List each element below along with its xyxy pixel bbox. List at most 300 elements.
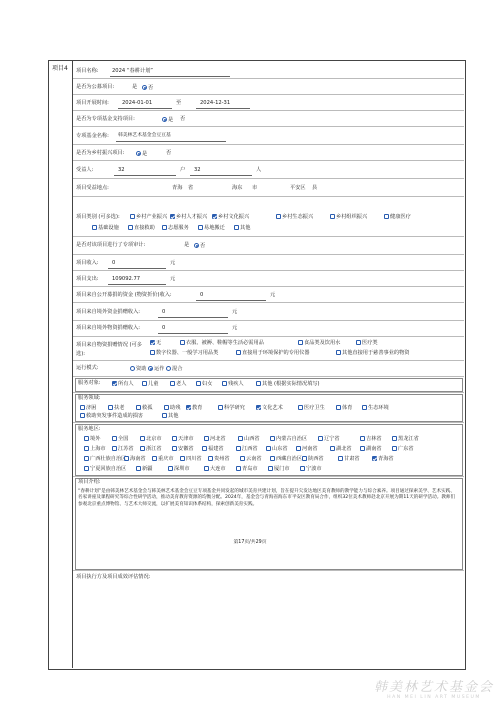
- goods-option-none[interactable]: [150, 340, 161, 346]
- underline: [158, 333, 228, 334]
- checkbox-icon: [360, 436, 365, 441]
- overseas-goods-value: 0: [162, 325, 166, 331]
- checkbox-icon: [84, 446, 89, 451]
- option-label: 福建省: [208, 446, 224, 452]
- option-label: 甘肃省: [344, 456, 360, 462]
- option-label: 混合: [172, 366, 183, 372]
- beneficiaries-label: 受益人:: [76, 167, 94, 173]
- region-option[interactable]: [84, 436, 100, 442]
- option-label: 扶老: [114, 405, 125, 411]
- option-label: 资助: [136, 366, 147, 372]
- watermark-cn: 韩美林艺术基金会: [373, 680, 494, 695]
- checkbox-icon: [162, 225, 167, 230]
- option-label: 重庆市: [158, 456, 174, 462]
- checkbox-icon: [238, 436, 243, 441]
- audit-yes-label: 是: [184, 242, 190, 248]
- field-option-poverty[interactable]: [80, 405, 96, 411]
- checkbox-icon: [356, 340, 361, 345]
- option-label: 医疗类: [362, 340, 378, 346]
- checkbox-icon: [168, 466, 173, 471]
- checkbox-icon: [276, 214, 281, 219]
- option-label: 湖南省: [366, 446, 382, 452]
- option-label: 食品类及饮用水: [304, 340, 341, 346]
- special-fund-yes-label: 是: [168, 117, 174, 123]
- option-label: 宁夏回族自治区: [90, 466, 127, 472]
- underline: [108, 284, 166, 285]
- option-label: 江苏省: [118, 446, 134, 452]
- overseas-goods-label: 项目来自境外物资捐赠收入:: [76, 325, 140, 331]
- underline: [190, 175, 252, 176]
- underline: [110, 76, 230, 77]
- checkbox-icon: [268, 466, 273, 471]
- option-label: 陕西省: [308, 456, 324, 462]
- checkbox-icon: [140, 446, 145, 451]
- row-divider: [73, 422, 464, 423]
- option-label: 青海省: [378, 456, 394, 462]
- checkbox-icon: [180, 340, 185, 345]
- project-label: 项目4: [52, 65, 68, 72]
- option-label: 厦门市: [274, 466, 290, 472]
- option-label: 境外: [90, 436, 101, 442]
- field-option-sports[interactable]: [336, 405, 352, 411]
- option-label: 其他 (根据实际情况填写): [262, 381, 320, 387]
- audit-no-label: 否: [200, 243, 206, 249]
- category-option-industry[interactable]: [130, 214, 167, 220]
- row-divider: [73, 178, 464, 179]
- goods-option-daily[interactable]: [180, 340, 264, 346]
- goods-option-charity[interactable]: [336, 350, 409, 356]
- option-label: 医疗卫生: [304, 405, 325, 411]
- option-label: 所有人: [118, 381, 134, 387]
- goods-label: 项目来自物资捐赠情况 (可多选):: [76, 342, 142, 357]
- option-label: 广西壮族自治区: [90, 456, 127, 462]
- underline: [196, 108, 250, 109]
- row-divider: [73, 286, 464, 287]
- option-label: 体育: [342, 405, 353, 411]
- option-label: 深圳市: [174, 466, 190, 472]
- option-label: 黑龙江省: [398, 436, 419, 442]
- option-label: 科学研究: [224, 405, 245, 411]
- period-start: 2024-01-01: [122, 100, 153, 106]
- region-option[interactable]: [372, 456, 394, 462]
- checkbox-icon: [150, 350, 155, 355]
- option-label: 妇女: [202, 381, 213, 387]
- option-label: 上海市: [90, 446, 106, 452]
- checkbox-icon: [204, 436, 209, 441]
- region-option[interactable]: [84, 446, 106, 452]
- checkbox-icon: [128, 225, 133, 230]
- region-option[interactable]: [236, 446, 258, 452]
- field-option-other[interactable]: [162, 413, 178, 419]
- checkbox-icon: [112, 436, 117, 441]
- public-welfare-no-option[interactable]: [142, 85, 153, 91]
- audit-no-option[interactable]: [194, 243, 205, 249]
- checkbox-checked-icon: [150, 340, 155, 345]
- checkbox-icon: [92, 225, 97, 230]
- row-divider: [73, 392, 464, 393]
- underline: [158, 317, 228, 318]
- field-option-emergency[interactable]: [80, 413, 143, 419]
- target-option-elderly[interactable]: [170, 381, 186, 387]
- checkbox-icon: [240, 456, 245, 461]
- checkbox-icon: [204, 466, 209, 471]
- option-label: 志愿服务: [168, 225, 189, 231]
- option-label: 海南省: [130, 456, 146, 462]
- public-donation-value: 0: [200, 292, 204, 298]
- option-label: 其他: [240, 225, 251, 231]
- checkbox-icon: [208, 456, 213, 461]
- radio-selected-icon: [136, 151, 141, 156]
- checkbox-icon: [360, 446, 365, 451]
- public-donation-unit: 元: [270, 292, 276, 298]
- checkbox-icon: [392, 436, 397, 441]
- goods-option-study[interactable]: [150, 350, 218, 356]
- field-option-art[interactable]: [256, 405, 283, 411]
- location-city: 海东: [232, 185, 243, 191]
- region-option[interactable]: [204, 436, 226, 442]
- option-label: 救孤: [142, 405, 153, 411]
- category-option-infrastructure[interactable]: [92, 225, 119, 231]
- field-option-orphan[interactable]: [136, 405, 152, 411]
- option-label: 大连市: [210, 466, 226, 472]
- checkbox-icon: [180, 456, 185, 461]
- income-unit: 元: [170, 260, 176, 266]
- target-option-all[interactable]: [112, 381, 134, 387]
- special-fund-no-label: 否: [180, 116, 186, 122]
- goods-option-environment[interactable]: [236, 350, 309, 356]
- option-label: 新疆: [142, 466, 153, 472]
- checkbox-icon: [266, 446, 271, 451]
- checkbox-icon: [236, 350, 241, 355]
- option-label: 内蒙古自治区: [276, 436, 308, 442]
- region-option[interactable]: [360, 446, 382, 452]
- field-option-ecology[interactable]: [362, 405, 389, 411]
- option-label: 助残: [170, 405, 181, 411]
- option-label: 河南省: [302, 446, 318, 452]
- category-option-relocation[interactable]: [198, 225, 225, 231]
- location-xian: 县: [312, 185, 318, 191]
- target-option-other[interactable]: [256, 381, 320, 387]
- category-option-health[interactable]: [384, 214, 411, 220]
- checkbox-icon: [112, 446, 117, 451]
- row-divider: [73, 126, 464, 127]
- location-label: 项目受益地点:: [76, 185, 109, 191]
- option-label: 乡村人才振兴: [176, 214, 208, 220]
- checkbox-icon: [298, 340, 303, 345]
- region-option[interactable]: [318, 436, 340, 442]
- rural-no-label: 否: [166, 150, 172, 156]
- region-option[interactable]: [330, 446, 352, 452]
- option-label: 青岛市: [242, 466, 258, 472]
- underline: [196, 300, 266, 301]
- category-option-culture[interactable]: [212, 214, 249, 220]
- region-option[interactable]: [268, 466, 290, 472]
- region-option[interactable]: [270, 456, 302, 462]
- row-divider: [73, 254, 464, 255]
- row-divider: [73, 160, 464, 161]
- row-divider: [73, 570, 464, 571]
- overseas-fund-value: 0: [162, 309, 166, 315]
- checkbox-icon: [140, 436, 145, 441]
- checkbox-icon: [164, 405, 169, 410]
- row-divider: [73, 110, 464, 111]
- overseas-fund-label: 项目来自境外资金捐赠收入:: [76, 309, 140, 315]
- income-label: 项目收入:: [76, 260, 99, 266]
- checkbox-icon: [222, 381, 227, 386]
- checkbox-icon: [384, 214, 389, 219]
- option-label: 云南省: [246, 456, 262, 462]
- field-option-science[interactable]: [218, 405, 245, 411]
- public-donation-label: 项目来自公开募捐的资金 (物资折价)收入:: [76, 292, 172, 298]
- option-label: 吉林省: [366, 436, 382, 442]
- checkbox-icon: [330, 214, 335, 219]
- region-option[interactable]: [236, 466, 258, 472]
- row-divider: [73, 320, 464, 321]
- option-label: 直接用于环境保护的专用仪器: [242, 350, 310, 356]
- special-fund-label: 是否为专项基金支持项目:: [76, 116, 135, 122]
- checkbox-icon: [130, 214, 135, 219]
- checkbox-icon: [236, 446, 241, 451]
- service-target-label: 服务对象:: [78, 380, 101, 386]
- option-label: 西藏自治区: [276, 456, 302, 462]
- category-label: 项目类别 (可多选):: [76, 214, 120, 220]
- region-option[interactable]: [152, 456, 174, 462]
- checkbox-icon: [296, 446, 301, 451]
- checkbox-icon: [392, 446, 397, 451]
- operation-option-mixed[interactable]: [166, 366, 182, 372]
- option-label: 辽宁省: [324, 436, 340, 442]
- rural-yes-label: 是: [142, 151, 148, 157]
- checkbox-icon: [198, 225, 203, 230]
- checkbox-icon: [202, 446, 207, 451]
- checkbox-icon: [124, 456, 129, 461]
- special-fund-yes-option[interactable]: [162, 117, 173, 123]
- checkbox-checked-icon: [372, 456, 377, 461]
- region-option[interactable]: [84, 456, 126, 462]
- museum-watermark-logo: [374, 676, 494, 700]
- underline: [116, 141, 226, 142]
- overseas-goods-unit: 元: [232, 325, 238, 331]
- checkbox-icon: [234, 225, 239, 230]
- checkbox-icon: [336, 405, 341, 410]
- region-option[interactable]: [208, 456, 230, 462]
- option-label: 运作: [154, 366, 165, 372]
- project-name-value: 2024 “春耕计划”: [112, 68, 153, 74]
- region-option[interactable]: [204, 466, 226, 472]
- option-label: 湖北省: [336, 446, 352, 452]
- region-option[interactable]: [136, 466, 152, 472]
- region-option[interactable]: [124, 456, 146, 462]
- checkbox-icon: [162, 413, 167, 418]
- region-option[interactable]: [266, 446, 288, 452]
- operation-label: 运行模式:: [76, 365, 99, 371]
- category-option-organization[interactable]: [330, 214, 367, 220]
- region-option[interactable]: [140, 446, 162, 452]
- checkbox-checked-icon: [256, 405, 261, 410]
- option-label: 济困: [86, 405, 97, 411]
- beneficiaries-households: 32: [118, 167, 125, 173]
- operation-option-fund[interactable]: [130, 366, 146, 372]
- radio-icon: [130, 366, 135, 371]
- category-option-relief[interactable]: [128, 225, 155, 231]
- region-option[interactable]: [296, 446, 318, 452]
- project-label-column: [48, 60, 73, 668]
- option-label: 乡村生态振兴: [282, 214, 314, 220]
- checkbox-icon: [136, 405, 141, 410]
- underline: [108, 268, 166, 269]
- page-number: 第17页/共29页: [233, 540, 267, 545]
- region-option[interactable]: [238, 436, 260, 442]
- row-divider: [73, 376, 464, 377]
- option-label: 数字仪器、一般学习用品类: [156, 350, 219, 356]
- field-option-disability[interactable]: [164, 405, 180, 411]
- checkbox-icon: [84, 456, 89, 461]
- intro-text: “春耕计划”是由韩美林艺术基金会与韩美林艺术基金会豆豆专项基金共同发起的城市美育共建计划，旨在提升欠发达地区美育教师的教学能力与综合素养。项目通过探索美学、艺术实践、名家讲座及课程研究等综合性研学活动，推动美育教育资源的均衡分配。2024年，基金会与青海省海东市平安区教育局合作，组织32位美术教师赴北京开展为期11天的研学活动。教师们参观北京重点博物馆、与艺术大师交流，以扩展美育知识体系结构，探索创新美育实践。: [78, 489, 456, 507]
- beneficiaries-people: 32: [194, 167, 201, 173]
- option-label: 文化艺术: [262, 405, 283, 411]
- option-label: 基础设施: [98, 225, 119, 231]
- checkbox-icon: [270, 456, 275, 461]
- expense-unit: 元: [170, 276, 176, 282]
- checkbox-icon: [218, 405, 223, 410]
- operation-option-operate[interactable]: [148, 366, 164, 372]
- radio-icon: [166, 366, 171, 371]
- option-label: 山东省: [272, 446, 288, 452]
- checkbox-icon: [300, 466, 305, 471]
- category-option-talent[interactable]: [170, 214, 207, 220]
- checkbox-icon: [172, 436, 177, 441]
- option-label: 广东省: [398, 446, 414, 452]
- checkbox-icon: [236, 466, 241, 471]
- option-label: 生态环境: [368, 405, 389, 411]
- category-option-volunteer[interactable]: [162, 225, 189, 231]
- checkbox-icon: [336, 350, 341, 355]
- row-divider: [73, 302, 464, 303]
- field-option-education[interactable]: [186, 405, 202, 411]
- option-label: 老人: [176, 381, 187, 387]
- row-divider: [73, 78, 464, 79]
- row-divider: [73, 236, 464, 237]
- expense-value: 109092.77: [112, 276, 141, 282]
- option-label: 宁波市: [306, 466, 322, 472]
- region-option[interactable]: [112, 436, 128, 442]
- checkbox-icon: [84, 466, 89, 471]
- row-divider: [73, 476, 464, 477]
- option-label: 安徽省: [178, 446, 194, 452]
- option-label: 其他: [168, 413, 179, 419]
- checkbox-icon: [298, 405, 303, 410]
- option-label: 衣服、被褥、鞋帽等生活必需用品: [186, 340, 264, 346]
- rural-yes-option[interactable]: [136, 151, 147, 157]
- checkbox-icon: [80, 413, 85, 418]
- region-option[interactable]: [202, 446, 224, 452]
- radio-selected-icon: [194, 243, 199, 248]
- row-divider: [73, 94, 464, 95]
- checkbox-icon: [338, 456, 343, 461]
- option-label: 贵州省: [214, 456, 230, 462]
- option-label: 山西省: [244, 436, 260, 442]
- checkbox-icon: [152, 456, 157, 461]
- region-option[interactable]: [112, 446, 134, 452]
- location-province: 青海: [172, 185, 183, 191]
- checkbox-icon: [196, 381, 201, 386]
- target-option-women[interactable]: [196, 381, 212, 387]
- radio-selected-icon: [142, 85, 147, 90]
- option-label: 乡村组织振兴: [336, 214, 368, 220]
- checkbox-icon: [256, 381, 261, 386]
- option-label: 河北省: [210, 436, 226, 442]
- income-value: 0: [112, 260, 116, 266]
- region-option[interactable]: [392, 446, 414, 452]
- region-option[interactable]: [338, 456, 360, 462]
- checkbox-checked-icon: [212, 214, 217, 219]
- option-label: 四川省: [186, 456, 202, 462]
- option-label: 直接救助: [134, 225, 155, 231]
- option-label: 乡村产业振兴: [136, 214, 168, 220]
- fund-name-label: 专项基金名称:: [76, 133, 109, 139]
- checkbox-icon: [136, 466, 141, 471]
- rural-label: 是否为乡村振兴项目:: [76, 150, 125, 156]
- row-divider: [73, 144, 464, 145]
- region-option[interactable]: [392, 436, 419, 442]
- field-option-elderly[interactable]: [108, 405, 124, 411]
- goods-option-food[interactable]: [298, 340, 340, 346]
- target-option-children[interactable]: [142, 381, 158, 387]
- region-option[interactable]: [270, 436, 307, 442]
- field-option-health[interactable]: [298, 405, 325, 411]
- underline: [114, 175, 176, 176]
- category-option-ecology[interactable]: [276, 214, 313, 220]
- option-label: 北京市: [146, 436, 162, 442]
- checkbox-checked-icon: [170, 214, 175, 219]
- region-option[interactable]: [172, 436, 194, 442]
- option-label: 救助突发事件造成的损害: [86, 413, 144, 419]
- project-name-label: 项目名称:: [76, 68, 99, 74]
- watermark-en: HAN MEI LIN ART MUSEUM: [387, 695, 481, 700]
- region-option[interactable]: [168, 466, 190, 472]
- households-unit: 户: [180, 167, 186, 173]
- service-region-label: 服务地区:: [78, 426, 101, 432]
- period-to: 至: [176, 100, 182, 106]
- goods-option-medical[interactable]: [356, 340, 378, 346]
- region-option[interactable]: [140, 436, 162, 442]
- region-option[interactable]: [360, 436, 382, 442]
- region-option[interactable]: [84, 466, 126, 472]
- target-option-disabled[interactable]: [222, 381, 244, 387]
- option-label: 残疾人: [228, 381, 244, 387]
- option-label: 儿童: [148, 381, 159, 387]
- option-label: 浙江省: [146, 446, 162, 452]
- period-end: 2024-12-31: [200, 100, 231, 106]
- region-option[interactable]: [172, 446, 194, 452]
- public-welfare-yes-label: 是: [132, 84, 138, 90]
- option-label: 乡村文化振兴: [218, 214, 250, 220]
- fund-name-value: 韩美林艺术基金会豆豆基: [118, 133, 171, 138]
- option-label: 无: [156, 340, 162, 346]
- option-label: 江西省: [242, 446, 258, 452]
- checkbox-icon: [362, 405, 367, 410]
- region-option[interactable]: [302, 456, 324, 462]
- checkbox-icon: [318, 436, 323, 441]
- region-option[interactable]: [300, 466, 322, 472]
- option-label: 健康医疗: [390, 214, 411, 220]
- region-option[interactable]: [240, 456, 262, 462]
- row-divider: [73, 196, 464, 197]
- row-divider: [73, 270, 464, 271]
- checkbox-icon: [80, 405, 85, 410]
- region-option[interactable]: [180, 456, 202, 462]
- category-option-other[interactable]: [234, 225, 250, 231]
